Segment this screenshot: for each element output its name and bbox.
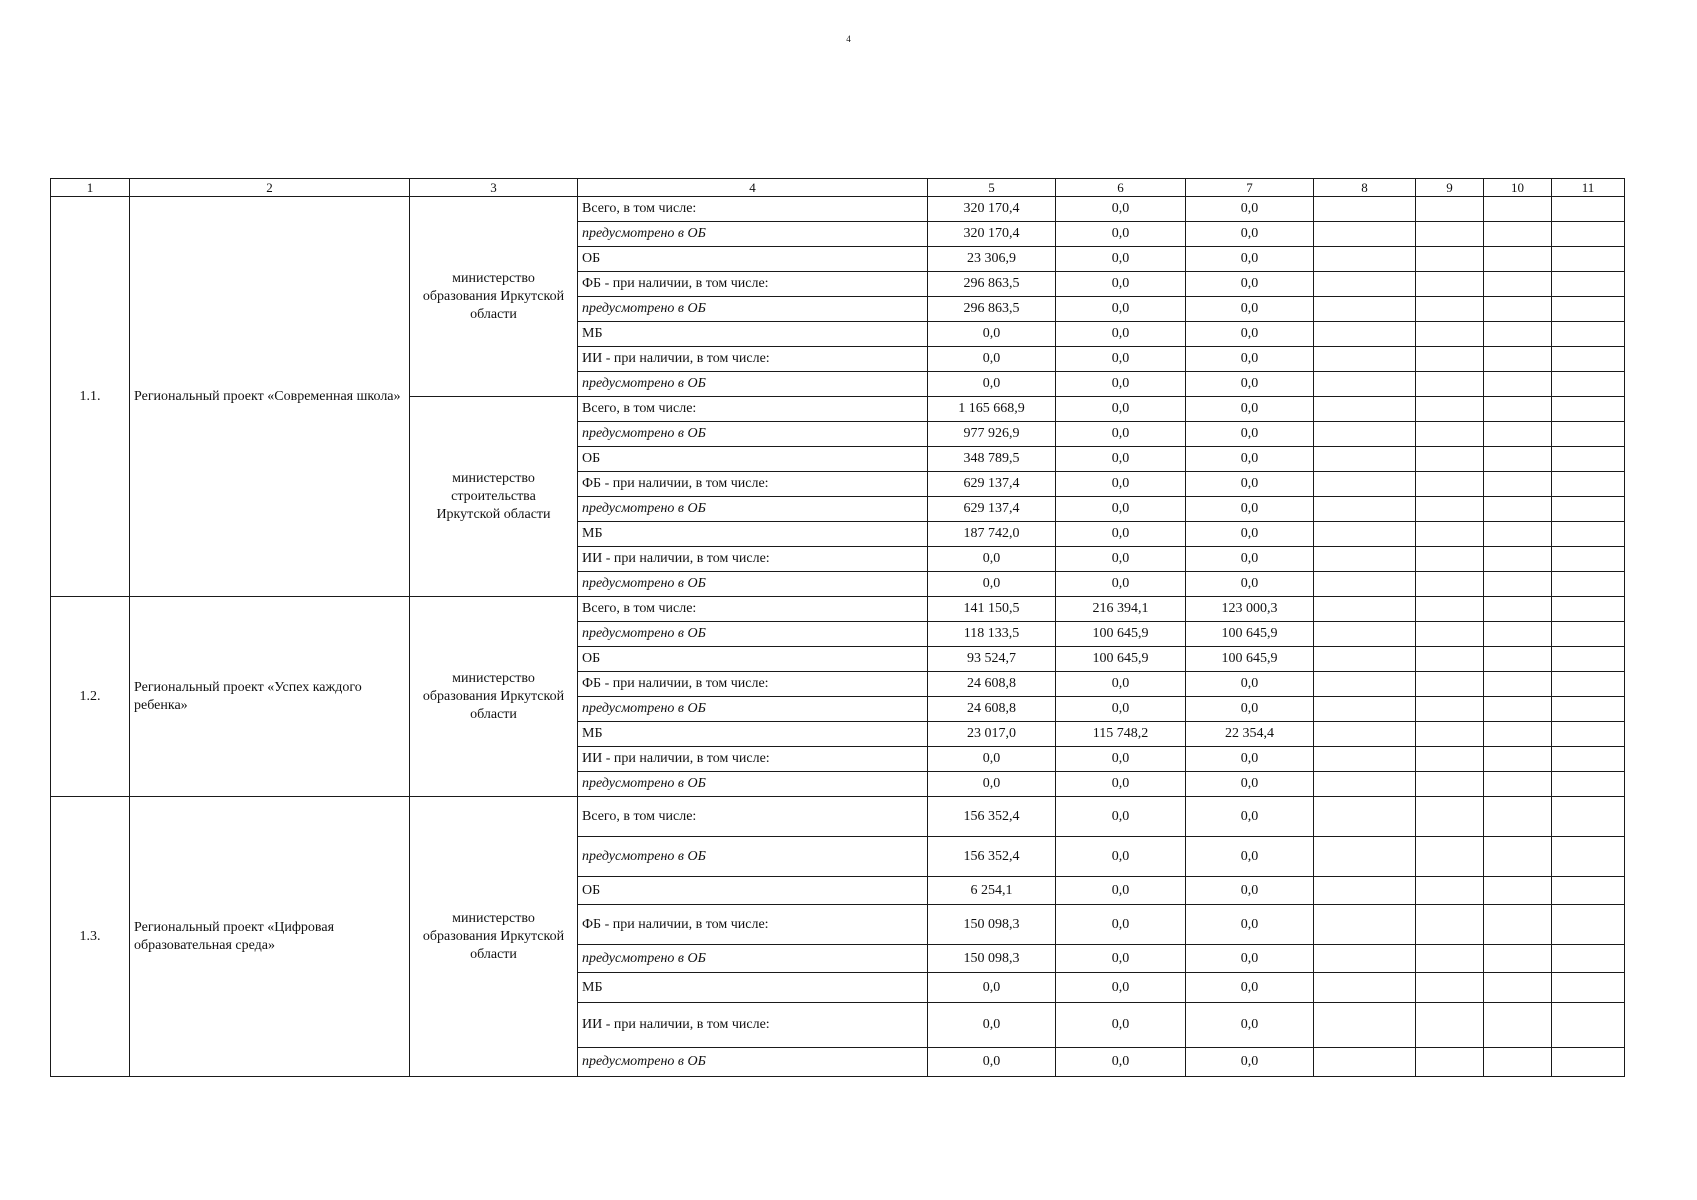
empty-cell-col11 — [1552, 422, 1625, 447]
empty-cell-col10 — [1484, 1003, 1552, 1048]
empty-cell-col10 — [1484, 797, 1552, 837]
empty-cell-col8 — [1314, 322, 1416, 347]
empty-cell-col9 — [1416, 672, 1484, 697]
funding-source-label: предусмотрено в ОБ — [578, 497, 928, 522]
project-code: 1.2. — [51, 597, 130, 797]
funding-source-label: предусмотрено в ОБ — [578, 222, 928, 247]
empty-cell-col11 — [1552, 597, 1625, 622]
empty-cell-col8 — [1314, 222, 1416, 247]
value-col7: 0,0 — [1186, 347, 1314, 372]
value-col6: 0,0 — [1056, 447, 1186, 472]
value-col7: 0,0 — [1186, 1048, 1314, 1077]
responsible-org: министерство образования Иркутской области — [410, 797, 578, 1077]
empty-cell-col8 — [1314, 597, 1416, 622]
value-col6: 0,0 — [1056, 222, 1186, 247]
empty-cell-col9 — [1416, 697, 1484, 722]
empty-cell-col10 — [1484, 945, 1552, 973]
empty-cell-col9 — [1416, 272, 1484, 297]
empty-cell-col8 — [1314, 247, 1416, 272]
empty-cell-col9 — [1416, 622, 1484, 647]
value-col6: 0,0 — [1056, 422, 1186, 447]
value-col5: 24 608,8 — [928, 697, 1056, 722]
empty-cell-col11 — [1552, 973, 1625, 1003]
empty-cell-col8 — [1314, 797, 1416, 837]
empty-cell-col10 — [1484, 837, 1552, 877]
value-col5: 187 742,0 — [928, 522, 1056, 547]
empty-cell-col10 — [1484, 772, 1552, 797]
column-header: 2 — [130, 179, 410, 197]
column-header: 5 — [928, 179, 1056, 197]
value-col6: 0,0 — [1056, 772, 1186, 797]
value-col6: 0,0 — [1056, 837, 1186, 877]
empty-cell-col9 — [1416, 722, 1484, 747]
empty-cell-col11 — [1552, 877, 1625, 905]
value-col5: 6 254,1 — [928, 877, 1056, 905]
value-col7: 0,0 — [1186, 247, 1314, 272]
value-col6: 0,0 — [1056, 297, 1186, 322]
value-col7: 0,0 — [1186, 772, 1314, 797]
empty-cell-col10 — [1484, 697, 1552, 722]
empty-cell-col8 — [1314, 647, 1416, 672]
value-col5: 0,0 — [928, 372, 1056, 397]
empty-cell-col8 — [1314, 672, 1416, 697]
value-col5: 0,0 — [928, 772, 1056, 797]
empty-cell-col9 — [1416, 297, 1484, 322]
value-col6: 0,0 — [1056, 697, 1186, 722]
empty-cell-col9 — [1416, 877, 1484, 905]
empty-cell-col11 — [1552, 522, 1625, 547]
empty-cell-col10 — [1484, 447, 1552, 472]
empty-cell-col8 — [1314, 905, 1416, 945]
empty-cell-col9 — [1416, 397, 1484, 422]
value-col7: 0,0 — [1186, 297, 1314, 322]
empty-cell-col8 — [1314, 772, 1416, 797]
value-col5: 156 352,4 — [928, 797, 1056, 837]
empty-cell-col11 — [1552, 945, 1625, 973]
funding-source-label: ИИ - при наличии, в том числе: — [578, 1003, 928, 1048]
value-col5: 150 098,3 — [928, 905, 1056, 945]
responsible-org: министерство строительства Иркутской области — [410, 397, 578, 597]
value-col7: 0,0 — [1186, 572, 1314, 597]
value-col7: 0,0 — [1186, 447, 1314, 472]
funding-source-label: предусмотрено в ОБ — [578, 837, 928, 877]
value-col5: 320 170,4 — [928, 222, 1056, 247]
funding-source-label: предусмотрено в ОБ — [578, 1048, 928, 1077]
value-col5: 629 137,4 — [928, 472, 1056, 497]
empty-cell-col10 — [1484, 372, 1552, 397]
empty-cell-col9 — [1416, 973, 1484, 1003]
empty-cell-col11 — [1552, 472, 1625, 497]
funding-source-label: предусмотрено в ОБ — [578, 697, 928, 722]
value-col6: 0,0 — [1056, 472, 1186, 497]
value-col6: 0,0 — [1056, 945, 1186, 973]
value-col6: 0,0 — [1056, 1003, 1186, 1048]
value-col5: 0,0 — [928, 547, 1056, 572]
empty-cell-col8 — [1314, 472, 1416, 497]
empty-cell-col10 — [1484, 973, 1552, 1003]
empty-cell-col10 — [1484, 647, 1552, 672]
empty-cell-col8 — [1314, 697, 1416, 722]
value-col7: 0,0 — [1186, 697, 1314, 722]
empty-cell-col10 — [1484, 297, 1552, 322]
value-col5: 977 926,9 — [928, 422, 1056, 447]
empty-cell-col9 — [1416, 797, 1484, 837]
value-col6: 0,0 — [1056, 1048, 1186, 1077]
column-header: 11 — [1552, 179, 1625, 197]
empty-cell-col9 — [1416, 905, 1484, 945]
empty-cell-col9 — [1416, 522, 1484, 547]
empty-cell-col8 — [1314, 397, 1416, 422]
empty-cell-col8 — [1314, 837, 1416, 877]
empty-cell-col11 — [1552, 747, 1625, 772]
column-header: 8 — [1314, 179, 1416, 197]
funding-source-label: предусмотрено в ОБ — [578, 572, 928, 597]
value-col5: 296 863,5 — [928, 272, 1056, 297]
funding-source-label: ИИ - при наличии, в том числе: — [578, 347, 928, 372]
column-header: 3 — [410, 179, 578, 197]
value-col7: 0,0 — [1186, 1003, 1314, 1048]
empty-cell-col11 — [1552, 772, 1625, 797]
value-col6: 0,0 — [1056, 877, 1186, 905]
empty-cell-col11 — [1552, 297, 1625, 322]
funding-source-label: ФБ - при наличии, в том числе: — [578, 672, 928, 697]
table-row — [51, 797, 1625, 837]
funding-source-label: предусмотрено в ОБ — [578, 422, 928, 447]
empty-cell-col11 — [1552, 197, 1625, 222]
empty-cell-col11 — [1552, 837, 1625, 877]
value-col5: 0,0 — [928, 1003, 1056, 1048]
empty-cell-col11 — [1552, 447, 1625, 472]
empty-cell-col10 — [1484, 722, 1552, 747]
empty-cell-col11 — [1552, 1048, 1625, 1077]
funding-source-label: предусмотрено в ОБ — [578, 945, 928, 973]
value-col6: 0,0 — [1056, 522, 1186, 547]
value-col5: 296 863,5 — [928, 297, 1056, 322]
value-col5: 118 133,5 — [928, 622, 1056, 647]
empty-cell-col11 — [1552, 372, 1625, 397]
funding-source-label: ОБ — [578, 877, 928, 905]
value-col5: 0,0 — [928, 347, 1056, 372]
empty-cell-col9 — [1416, 597, 1484, 622]
project-code: 1.1. — [51, 197, 130, 597]
table-row — [51, 197, 1625, 222]
empty-cell-col9 — [1416, 372, 1484, 397]
value-col6: 0,0 — [1056, 572, 1186, 597]
empty-cell-col11 — [1552, 672, 1625, 697]
empty-cell-col8 — [1314, 522, 1416, 547]
empty-cell-col8 — [1314, 347, 1416, 372]
column-number-row — [51, 179, 1625, 197]
empty-cell-col11 — [1552, 1003, 1625, 1048]
empty-cell-col8 — [1314, 973, 1416, 1003]
empty-cell-col11 — [1552, 622, 1625, 647]
value-col6: 0,0 — [1056, 322, 1186, 347]
empty-cell-col11 — [1552, 347, 1625, 372]
funding-source-label: МБ — [578, 722, 928, 747]
value-col7: 0,0 — [1186, 877, 1314, 905]
funding-source-label: ФБ - при наличии, в том числе: — [578, 472, 928, 497]
empty-cell-col8 — [1314, 297, 1416, 322]
value-col5: 141 150,5 — [928, 597, 1056, 622]
project-code: 1.3. — [51, 797, 130, 1077]
value-col6: 100 645,9 — [1056, 622, 1186, 647]
empty-cell-col10 — [1484, 472, 1552, 497]
funding-source-label: предусмотрено в ОБ — [578, 297, 928, 322]
value-col7: 0,0 — [1186, 272, 1314, 297]
column-header: 6 — [1056, 179, 1186, 197]
empty-cell-col10 — [1484, 572, 1552, 597]
empty-cell-col9 — [1416, 497, 1484, 522]
funding-source-label: ОБ — [578, 247, 928, 272]
value-col6: 0,0 — [1056, 747, 1186, 772]
value-col6: 0,0 — [1056, 497, 1186, 522]
empty-cell-col8 — [1314, 1003, 1416, 1048]
empty-cell-col11 — [1552, 397, 1625, 422]
funding-source-label: Всего, в том числе: — [578, 797, 928, 837]
empty-cell-col9 — [1416, 547, 1484, 572]
value-col7: 0,0 — [1186, 905, 1314, 945]
column-header: 4 — [578, 179, 928, 197]
empty-cell-col10 — [1484, 672, 1552, 697]
empty-cell-col10 — [1484, 247, 1552, 272]
value-col5: 320 170,4 — [928, 197, 1056, 222]
empty-cell-col11 — [1552, 697, 1625, 722]
value-col5: 0,0 — [928, 1048, 1056, 1077]
value-col6: 0,0 — [1056, 347, 1186, 372]
responsible-org: министерство образования Иркутской области — [410, 197, 578, 397]
empty-cell-col9 — [1416, 647, 1484, 672]
value-col7: 0,0 — [1186, 222, 1314, 247]
value-col7: 0,0 — [1186, 322, 1314, 347]
empty-cell-col9 — [1416, 197, 1484, 222]
empty-cell-col8 — [1314, 372, 1416, 397]
column-header: 1 — [51, 179, 130, 197]
empty-cell-col9 — [1416, 447, 1484, 472]
value-col6: 0,0 — [1056, 372, 1186, 397]
empty-cell-col10 — [1484, 272, 1552, 297]
empty-cell-col9 — [1416, 945, 1484, 973]
value-col5: 0,0 — [928, 973, 1056, 1003]
project-name: Региональный проект «Современная школа» — [130, 197, 410, 597]
funding-source-label: предусмотрено в ОБ — [578, 772, 928, 797]
empty-cell-col8 — [1314, 197, 1416, 222]
empty-cell-col9 — [1416, 747, 1484, 772]
funding-source-label: предусмотрено в ОБ — [578, 372, 928, 397]
value-col6: 0,0 — [1056, 547, 1186, 572]
empty-cell-col10 — [1484, 622, 1552, 647]
empty-cell-col11 — [1552, 647, 1625, 672]
empty-cell-col10 — [1484, 877, 1552, 905]
empty-cell-col9 — [1416, 422, 1484, 447]
value-col6: 0,0 — [1056, 272, 1186, 297]
value-col7: 22 354,4 — [1186, 722, 1314, 747]
column-header: 9 — [1416, 179, 1484, 197]
funding-source-label: ФБ - при наличии, в том числе: — [578, 272, 928, 297]
empty-cell-col11 — [1552, 272, 1625, 297]
empty-cell-col10 — [1484, 597, 1552, 622]
funding-source-label: Всего, в том числе: — [578, 597, 928, 622]
funding-source-label: Всего, в том числе: — [578, 397, 928, 422]
empty-cell-col8 — [1314, 547, 1416, 572]
empty-cell-col10 — [1484, 905, 1552, 945]
empty-cell-col9 — [1416, 1048, 1484, 1077]
empty-cell-col10 — [1484, 547, 1552, 572]
funding-source-label: ИИ - при наличии, в том числе: — [578, 547, 928, 572]
value-col5: 1 165 668,9 — [928, 397, 1056, 422]
value-col7: 100 645,9 — [1186, 647, 1314, 672]
empty-cell-col8 — [1314, 945, 1416, 973]
empty-cell-col10 — [1484, 347, 1552, 372]
column-header: 10 — [1484, 179, 1552, 197]
value-col5: 0,0 — [928, 572, 1056, 597]
value-col5: 0,0 — [928, 322, 1056, 347]
empty-cell-col9 — [1416, 837, 1484, 877]
value-col7: 0,0 — [1186, 197, 1314, 222]
empty-cell-col10 — [1484, 422, 1552, 447]
empty-cell-col8 — [1314, 497, 1416, 522]
value-col6: 0,0 — [1056, 247, 1186, 272]
funding-source-label: предусмотрено в ОБ — [578, 622, 928, 647]
value-col7: 0,0 — [1186, 837, 1314, 877]
value-col7: 0,0 — [1186, 497, 1314, 522]
empty-cell-col9 — [1416, 347, 1484, 372]
empty-cell-col11 — [1552, 572, 1625, 597]
funding-source-label: ОБ — [578, 647, 928, 672]
value-col7: 0,0 — [1186, 945, 1314, 973]
empty-cell-col8 — [1314, 422, 1416, 447]
empty-cell-col11 — [1552, 547, 1625, 572]
empty-cell-col10 — [1484, 522, 1552, 547]
value-col7: 123 000,3 — [1186, 597, 1314, 622]
value-col5: 150 098,3 — [928, 945, 1056, 973]
value-col5: 93 524,7 — [928, 647, 1056, 672]
value-col6: 0,0 — [1056, 672, 1186, 697]
empty-cell-col10 — [1484, 322, 1552, 347]
table-body — [51, 197, 1625, 1077]
empty-cell-col10 — [1484, 397, 1552, 422]
table-row — [51, 597, 1625, 622]
empty-cell-col9 — [1416, 247, 1484, 272]
funding-source-label: ФБ - при наличии, в том числе: — [578, 905, 928, 945]
value-col7: 0,0 — [1186, 522, 1314, 547]
empty-cell-col11 — [1552, 222, 1625, 247]
value-col6: 216 394,1 — [1056, 597, 1186, 622]
value-col6: 0,0 — [1056, 397, 1186, 422]
value-col5: 348 789,5 — [928, 447, 1056, 472]
value-col7: 0,0 — [1186, 397, 1314, 422]
value-col5: 629 137,4 — [928, 497, 1056, 522]
empty-cell-col11 — [1552, 722, 1625, 747]
value-col7: 100 645,9 — [1186, 622, 1314, 647]
value-col7: 0,0 — [1186, 422, 1314, 447]
empty-cell-col11 — [1552, 247, 1625, 272]
value-col5: 24 608,8 — [928, 672, 1056, 697]
empty-cell-col8 — [1314, 747, 1416, 772]
empty-cell-col8 — [1314, 722, 1416, 747]
value-col5: 23 017,0 — [928, 722, 1056, 747]
empty-cell-col8 — [1314, 1048, 1416, 1077]
project-name: Региональный проект «Цифровая образовательная среда» — [130, 797, 410, 1077]
empty-cell-col10 — [1484, 197, 1552, 222]
funding-source-label: ОБ — [578, 447, 928, 472]
empty-cell-col8 — [1314, 272, 1416, 297]
value-col7: 0,0 — [1186, 547, 1314, 572]
value-col7: 0,0 — [1186, 747, 1314, 772]
empty-cell-col9 — [1416, 772, 1484, 797]
empty-cell-col9 — [1416, 472, 1484, 497]
value-col5: 0,0 — [928, 747, 1056, 772]
project-name: Региональный проект «Успех каждого ребенка» — [130, 597, 410, 797]
value-col6: 100 645,9 — [1056, 647, 1186, 672]
empty-cell-col8 — [1314, 622, 1416, 647]
value-col6: 0,0 — [1056, 197, 1186, 222]
empty-cell-col8 — [1314, 447, 1416, 472]
empty-cell-col11 — [1552, 322, 1625, 347]
value-col7: 0,0 — [1186, 973, 1314, 1003]
funding-source-label: ИИ - при наличии, в том числе: — [578, 747, 928, 772]
value-col6: 0,0 — [1056, 905, 1186, 945]
empty-cell-col8 — [1314, 572, 1416, 597]
empty-cell-col11 — [1552, 497, 1625, 522]
empty-cell-col10 — [1484, 1048, 1552, 1077]
empty-cell-col10 — [1484, 747, 1552, 772]
empty-cell-col9 — [1416, 222, 1484, 247]
value-col7: 0,0 — [1186, 372, 1314, 397]
empty-cell-col10 — [1484, 497, 1552, 522]
empty-cell-col11 — [1552, 905, 1625, 945]
empty-cell-col11 — [1552, 797, 1625, 837]
page-number: 4 — [846, 34, 851, 44]
value-col7: 0,0 — [1186, 672, 1314, 697]
empty-cell-col10 — [1484, 222, 1552, 247]
empty-cell-col9 — [1416, 572, 1484, 597]
funding-source-label: МБ — [578, 973, 928, 1003]
budget-table — [50, 178, 1625, 1077]
value-col6: 0,0 — [1056, 973, 1186, 1003]
empty-cell-col8 — [1314, 877, 1416, 905]
funding-source-label: МБ — [578, 322, 928, 347]
value-col7: 0,0 — [1186, 472, 1314, 497]
value-col6: 115 748,2 — [1056, 722, 1186, 747]
column-header: 7 — [1186, 179, 1314, 197]
value-col6: 0,0 — [1056, 797, 1186, 837]
empty-cell-col9 — [1416, 322, 1484, 347]
funding-source-label: МБ — [578, 522, 928, 547]
funding-source-label: Всего, в том числе: — [578, 197, 928, 222]
value-col5: 156 352,4 — [928, 837, 1056, 877]
value-col7: 0,0 — [1186, 797, 1314, 837]
value-col5: 23 306,9 — [928, 247, 1056, 272]
responsible-org: министерство образования Иркутской области — [410, 597, 578, 797]
empty-cell-col9 — [1416, 1003, 1484, 1048]
